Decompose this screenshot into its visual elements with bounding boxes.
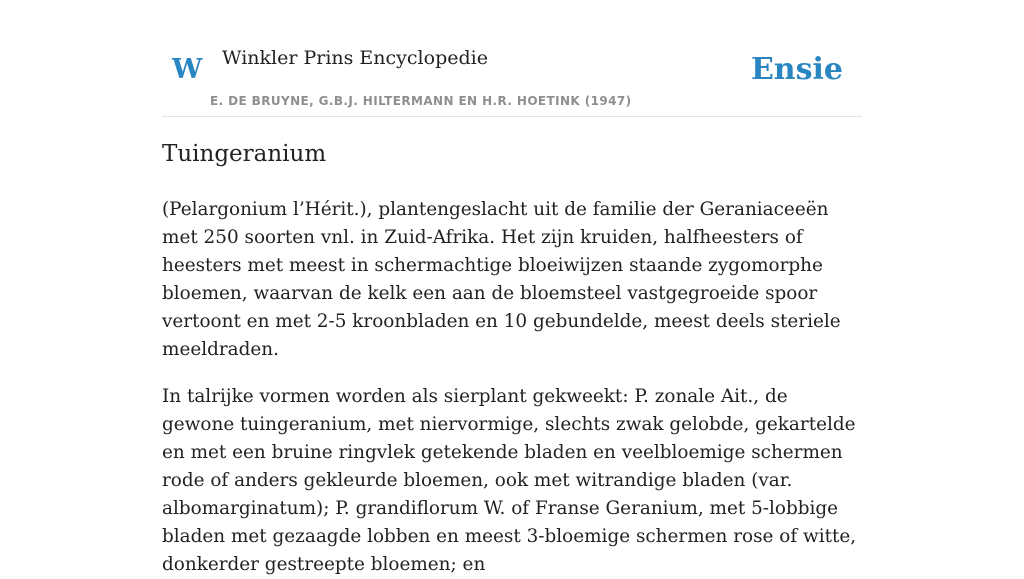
ensie-logo[interactable]: Ensie	[750, 52, 843, 87]
source-logo[interactable]: W	[172, 54, 203, 85]
source-authors: E. DE BRUYNE, G.B.J. HILTERMANN EN H.R. HOETINK (1947)	[210, 94, 632, 108]
source-header	[162, 40, 862, 117]
article-title: Tuingeranium	[162, 141, 327, 167]
article	[162, 136, 862, 579]
article-paragraph-2: In talrijke vormen worden als sierplant gekweekt: P. zonale Ait., de gewone tuingeranium, met niervormige, slechts zwak gelobde, gekartelde en met een bruine ringvlek getekende bladen en veelbloemige schermen rode of anders gekleurde bloemen, ook met witrandige bladen (var. albomarginatum); P. grandiflorum W. of Franse Geranium, met 5-lobbige bladen met gezaagde lobben en meest 3-bloemige schermen rose of witte, donkerder gestreepte bloemen; en	[162, 386, 857, 575]
source-title[interactable]: Winkler Prins Encyclopedie	[222, 47, 488, 69]
article-paragraph-1: (Pelargonium l’Hérit.), plantengeslacht uit de familie der Geraniaceeën met 250 soorten vnl. in Zuid-Afrika. Het zijn kruiden, halfheesters of heesters met meest in schermachtige bloeiwijzen staande zygomorphe bloemen, waarvan de kelk een aan de bloemsteel vastgegroeide spoor vertoont en met 2-5 kroonbladen en 10 gebundelde, meest deels steriele meeldraden.	[162, 199, 841, 360]
